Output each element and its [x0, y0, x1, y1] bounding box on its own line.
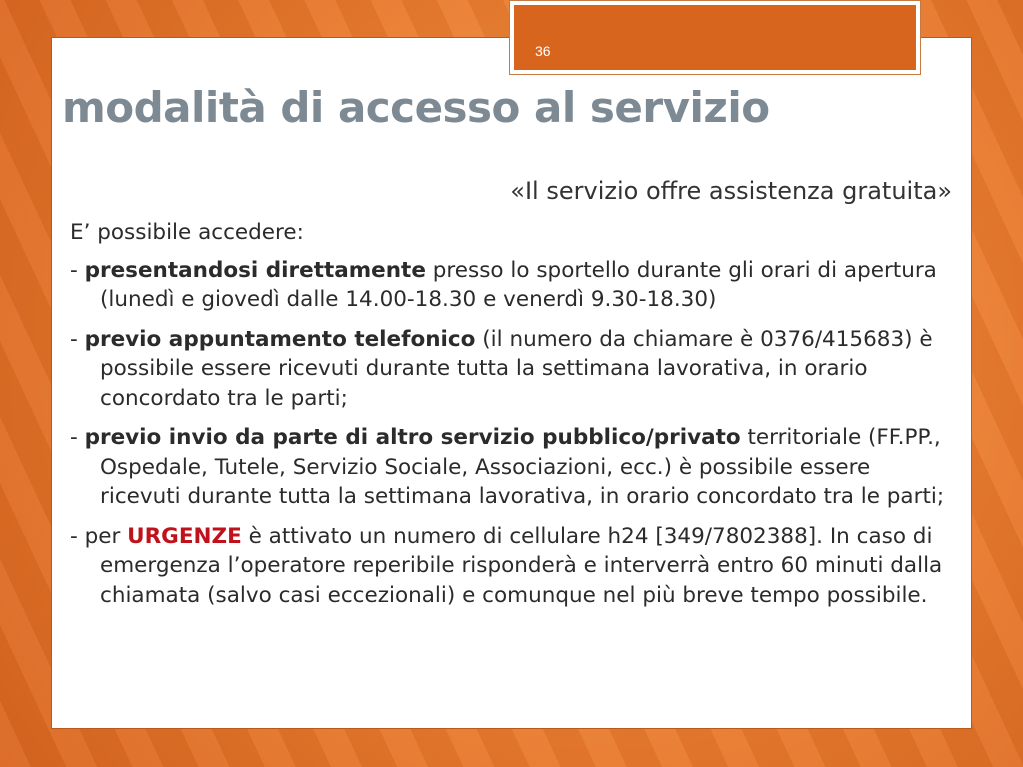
- item-text: (il numero da chiamare è 0376/415683) è possibile essere ricevuti durante tutta la settimana lavorativa, in orario concordato tra le parti;: [100, 326, 933, 411]
- list-item-phone-appointment: [70, 325, 950, 414]
- item-prefix: -: [70, 326, 85, 352]
- slide-number-tab-fill: [514, 5, 916, 70]
- slide-title: modalità di accesso al servizio: [62, 83, 770, 132]
- item-highlight: presentandosi direttamente: [84, 257, 426, 283]
- item-prefix: -: [70, 257, 85, 283]
- intro-text: E’ possibile accedere:: [70, 220, 304, 245]
- item-prefix: -: [70, 425, 85, 450]
- item-prefix: - per: [70, 523, 128, 549]
- item-text: territoriale (FF.PP., Ospedale, Tutele, Servizio Sociale, Associazioni, ecc.) è possibile essere ricevuti durante tutta la settimana lavorativa, in orario concordato tra le parti;: [100, 425, 945, 509]
- list-item-referral: [70, 423, 950, 512]
- item-highlight-urgent: URGENZE: [127, 523, 242, 549]
- slide-number-tab: [509, 0, 921, 75]
- slide-body: [70, 218, 950, 620]
- list-item-direct-access: [70, 256, 950, 315]
- item-highlight: previo invio da parte di altro servizio pubblico/privato: [84, 425, 741, 450]
- list-item-urgent: [70, 522, 950, 611]
- slide-quote: «Il servizio offre assistenza gratuita»: [510, 177, 952, 205]
- item-text: è attivato un numero di cellulare h24 [349/7802388]. In caso di emergenza l’operatore reperibile risponderà e interverrà entro 60 minuti dalla chiamata (salvo casi eccezionali) e comunque nel più breve tempo possibile.: [100, 523, 943, 608]
- item-text: presso lo sportello durante gli orari di apertura (lunedì e giovedì dalle 14.00-18.30 e venerdì 9.30-18.30): [100, 257, 937, 312]
- slide-number: 36: [535, 43, 551, 59]
- item-highlight: previo appuntamento telefonico: [84, 326, 476, 352]
